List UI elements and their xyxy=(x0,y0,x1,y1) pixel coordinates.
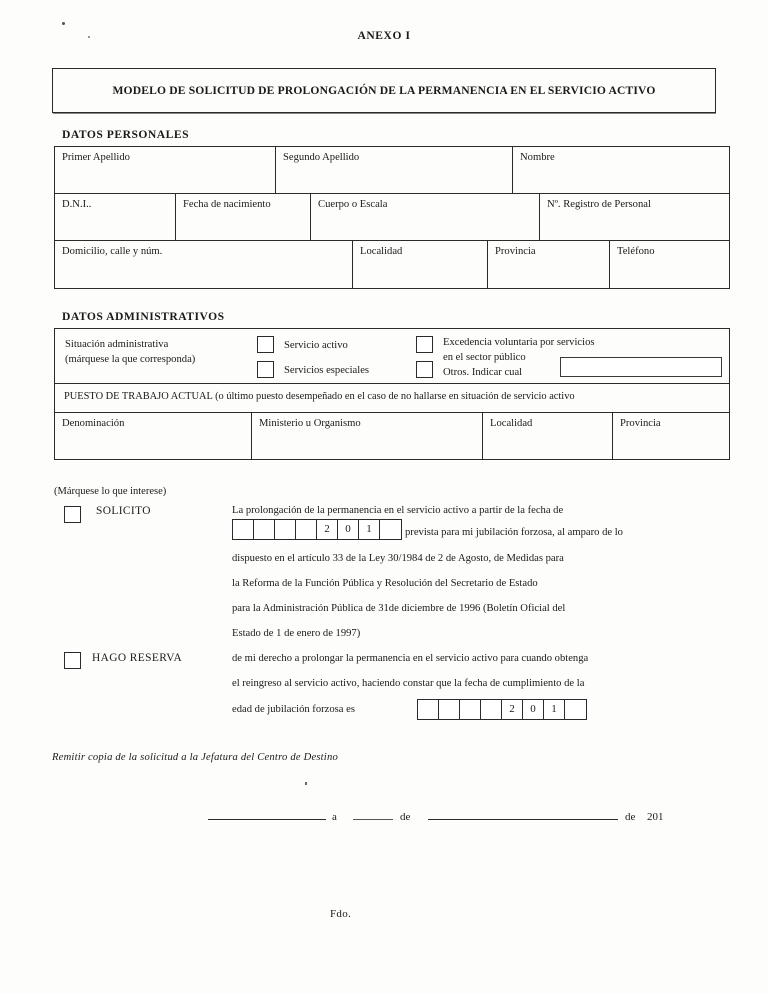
date-cell[interactable] xyxy=(481,700,502,719)
hago-reserva-date-boxes[interactable] xyxy=(417,699,587,720)
field-cuerpo-escala[interactable] xyxy=(310,193,540,241)
field-label: Denominación xyxy=(62,418,125,429)
solicito-date-boxes[interactable] xyxy=(232,519,402,540)
label-hago-reserva: HAGO RESERVA xyxy=(92,652,183,664)
field-label: Provincia xyxy=(620,418,661,429)
solicito-line-2: prevista para mi jubilación forzosa, al amparo de lo xyxy=(405,527,623,538)
checkbox-solicito[interactable] xyxy=(64,506,81,523)
date-cell[interactable] xyxy=(233,520,254,539)
field-label: Nº. Registro de Personal xyxy=(547,199,651,210)
checkbox-servicio-activo[interactable] xyxy=(257,336,274,353)
field-localidad[interactable] xyxy=(352,240,488,289)
field-label: Cuerpo o Escala xyxy=(318,199,388,210)
field-puesto-localidad[interactable] xyxy=(482,412,613,460)
date-cell[interactable] xyxy=(565,700,586,719)
field-label: Ministerio u Organismo xyxy=(259,418,361,429)
dateline-de-1: de xyxy=(400,811,411,823)
solicito-line-1: La prolongación de la permanencia en el servicio activo a partir de la fecha de xyxy=(232,505,564,516)
field-label: Teléfono xyxy=(617,246,655,257)
solicito-line-4: la Reforma de la Función Pública y Resolución del Secretario de Estado xyxy=(232,578,538,589)
field-label: Provincia xyxy=(495,246,536,257)
field-dni[interactable] xyxy=(54,193,176,241)
field-puesto-provincia[interactable] xyxy=(612,412,730,460)
field-primer-apellido[interactable] xyxy=(54,146,276,194)
label-excedencia-voluntaria: Excedencia voluntaria por servicios xyxy=(443,337,595,348)
month-rule xyxy=(428,819,618,820)
admin-data-table xyxy=(54,328,730,464)
field-denominacion[interactable] xyxy=(54,412,252,460)
field-label: Primer Apellido xyxy=(62,152,130,163)
situation-label-line2: (márquese la que corresponda) xyxy=(65,354,196,365)
checkbox-hago-reserva[interactable] xyxy=(64,652,81,669)
puesto-banner-text: PUESTO DE TRABAJO ACTUAL (o último puesto desempeñado en el caso de no hallarse en situación de servicio activo xyxy=(64,391,575,402)
field-label: Fecha de nacimiento xyxy=(183,199,271,210)
hago-reserva-line-2: el reingreso al servicio activo, haciendo constar que la fecha de cumplimiento de la xyxy=(232,678,585,689)
hago-reserva-line-1: de mi derecho a prolongar la permanencia en el servicio activo para cuando obtenga xyxy=(232,653,589,664)
field-provincia[interactable] xyxy=(487,240,610,289)
dateline-de-2: de xyxy=(625,811,636,823)
field-segundo-apellido[interactable] xyxy=(275,146,513,194)
field-label: Localidad xyxy=(490,418,533,429)
date-cell[interactable] xyxy=(296,520,317,539)
date-cell[interactable] xyxy=(418,700,439,719)
scan-speck xyxy=(62,22,65,25)
otros-input[interactable] xyxy=(560,357,722,377)
label-otros-indicar-cual: Otros. Indicar cual xyxy=(443,367,523,378)
field-nombre[interactable] xyxy=(512,146,730,194)
field-label: D.N.I.. xyxy=(62,199,92,210)
solicito-line-3: dispuesto en el artículo 33 de la Ley 30/1984 de 2 de Agosto, de Medidas para xyxy=(232,553,564,564)
signature-date-line xyxy=(150,806,670,832)
field-label: Localidad xyxy=(360,246,403,257)
dateline-year-prefix: 201 xyxy=(647,811,664,823)
marquese-note: (Márquese lo que interese) xyxy=(54,486,167,497)
date-cell[interactable] xyxy=(275,520,296,539)
signature-label: Fdo. xyxy=(330,908,352,920)
date-cell[interactable] xyxy=(254,520,275,539)
admin-data-heading: DATOS ADMINISTRATIVOS xyxy=(62,310,225,323)
label-sector-publico: en el sector público xyxy=(443,352,526,363)
hago-reserva-line-3: edad de jubilación forzosa es xyxy=(232,704,355,715)
solicito-line-6: Estado de 1 de enero de 1997) xyxy=(232,628,361,639)
field-fecha-nacimiento[interactable] xyxy=(175,193,311,241)
label-servicios-especiales: Servicios especiales xyxy=(284,365,370,376)
date-cell[interactable] xyxy=(460,700,481,719)
field-label: Domicilio, calle y núm. xyxy=(62,246,163,257)
situation-label-line1: Situación administrativa xyxy=(65,339,169,350)
checkbox-otros[interactable] xyxy=(416,361,433,378)
field-num-registro-personal[interactable] xyxy=(539,193,730,241)
situation-label xyxy=(65,337,195,367)
personal-data-table xyxy=(54,146,730,289)
checkbox-excedencia-voluntaria[interactable] xyxy=(416,336,433,353)
form-title-box xyxy=(52,68,716,113)
date-cell[interactable]: 2 xyxy=(502,700,523,719)
dateline-a: a xyxy=(332,811,337,823)
field-telefono[interactable] xyxy=(609,240,730,289)
date-cell[interactable] xyxy=(380,520,401,539)
date-cell[interactable] xyxy=(439,700,460,719)
date-cell[interactable]: 0 xyxy=(523,700,544,719)
annex-title: ANEXO I xyxy=(357,30,411,42)
place-rule xyxy=(208,819,326,820)
personal-data-heading: DATOS PERSONALES xyxy=(62,128,190,141)
form-title-text: MODELO DE SOLICITUD DE PROLONGACIÓN DE LA PERMANENCIA EN EL SERVICIO ACTIVO xyxy=(112,84,656,97)
label-solicito: SOLICITO xyxy=(96,505,151,517)
remitir-note: Remitir copia de la solicitud a la Jefatura del Centro de Destino xyxy=(52,752,338,763)
field-label: Nombre xyxy=(520,152,555,163)
date-cell[interactable]: 2 xyxy=(317,520,338,539)
day-rule xyxy=(353,819,393,820)
label-servicio-activo: Servicio activo xyxy=(284,340,348,351)
date-cell[interactable]: 1 xyxy=(359,520,380,539)
field-domicilio[interactable] xyxy=(54,240,353,289)
date-cell[interactable]: 0 xyxy=(338,520,359,539)
scan-speck xyxy=(305,782,307,785)
field-label: Segundo Apellido xyxy=(283,152,360,163)
solicito-line-5: para la Administración Pública de 31de diciembre de 1996 (Boletín Oficial del xyxy=(232,603,566,614)
checkbox-servicios-especiales[interactable] xyxy=(257,361,274,378)
field-ministerio-organismo[interactable] xyxy=(251,412,483,460)
date-cell[interactable]: 1 xyxy=(544,700,565,719)
